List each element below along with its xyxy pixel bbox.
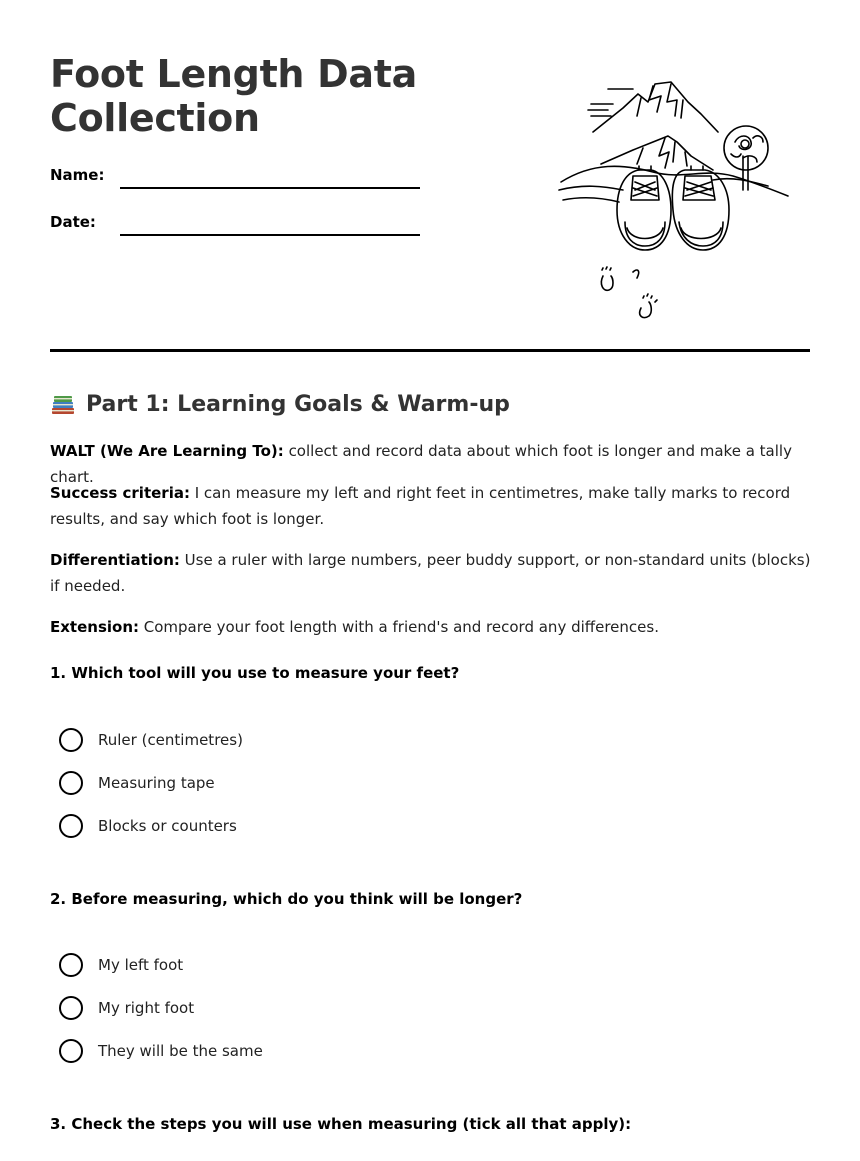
differentiation-text: Use a ruler with large numbers, peer buddy support, or non-standard units (blocks) if needed. <box>50 551 811 595</box>
part1-heading-text: Part 1: Learning Goals & Warm-up <box>86 391 510 417</box>
success-text: I can measure my left and right feet in centimetres, make tally marks to record results, and say which foot is longer. <box>50 484 791 528</box>
radio-button[interactable] <box>59 814 83 838</box>
q2-option-right-foot[interactable] <box>59 995 194 1021</box>
extension-label: Extension: <box>50 618 139 636</box>
shoes-mountain-illustration <box>553 72 793 322</box>
option-label: Measuring tape <box>98 774 215 792</box>
option-label: My left foot <box>98 956 184 974</box>
q1-option-blocks[interactable] <box>59 813 237 839</box>
q2-option-same[interactable] <box>59 1038 263 1064</box>
radio-button[interactable] <box>59 1039 83 1063</box>
extension-text: Compare your foot length with a friend's and record any differences. <box>139 618 659 636</box>
option-label: Ruler (centimetres) <box>98 731 243 749</box>
differentiation-label: Differentiation: <box>50 551 180 569</box>
success-criteria-paragraph <box>50 480 815 532</box>
success-label: Success criteria: <box>50 484 190 502</box>
option-label: My right foot <box>98 999 195 1017</box>
name-label: Name: <box>50 166 105 184</box>
radio-button[interactable] <box>59 771 83 795</box>
books-icon <box>50 391 76 417</box>
section-divider <box>50 349 810 352</box>
part1-heading <box>50 388 510 420</box>
q1-option-ruler[interactable] <box>59 727 243 753</box>
q2-option-left-foot[interactable] <box>59 952 183 978</box>
date-field[interactable] <box>120 234 420 236</box>
question-2: 2. Before measuring, which do you think will be longer? <box>50 890 523 908</box>
extension-paragraph <box>50 614 815 640</box>
radio-button[interactable] <box>59 953 83 977</box>
question-3: 3. Check the steps you will use when measuring (tick all that apply): <box>50 1115 632 1133</box>
walt-text: collect and record data about which foot is longer and make a tally chart. <box>50 442 792 486</box>
option-label: Blocks or counters <box>98 817 237 835</box>
option-label: They will be the same <box>98 1042 263 1060</box>
name-field[interactable] <box>120 187 420 189</box>
q1-option-measuring-tape[interactable] <box>59 770 215 796</box>
radio-button[interactable] <box>59 728 83 752</box>
radio-button[interactable] <box>59 996 83 1020</box>
date-label: Date: <box>50 213 96 231</box>
walt-label: WALT (We Are Learning To): <box>50 442 284 460</box>
question-1: 1. Which tool will you use to measure your feet? <box>50 664 460 682</box>
differentiation-paragraph <box>50 547 815 599</box>
page-title: Foot Length Data Collection <box>50 52 417 140</box>
